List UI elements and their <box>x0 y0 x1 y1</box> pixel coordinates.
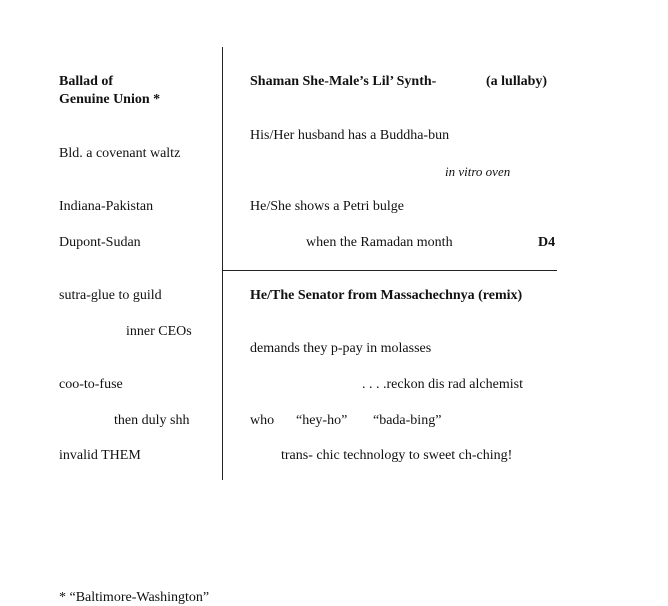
right-top-line: His/Her husband has a Buddha-bun <box>250 128 450 143</box>
right-top-tag: D4 <box>538 235 556 250</box>
left-line: Indiana-Pakistan <box>59 199 154 214</box>
left-line: inner CEOs <box>126 324 192 339</box>
right-bottom-line-who: who <box>250 413 275 428</box>
left-title-line1: Ballad of <box>59 74 114 89</box>
right-top-line: in vitro oven <box>445 164 511 179</box>
left-line: invalid THEM <box>59 448 141 463</box>
horizontal-divider <box>222 270 557 271</box>
left-line: Bld. a covenant waltz <box>59 146 181 161</box>
right-bottom-title: He/The Senator from Massachechnya (remix) <box>250 288 523 303</box>
right-bottom-line-heyho: “hey-ho” <box>296 413 348 428</box>
left-line: sutra-glue to guild <box>59 288 162 303</box>
left-line: then duly shh <box>114 413 190 428</box>
left-title-line2: Genuine Union * <box>59 92 161 107</box>
right-top-line: when the Ramadan month <box>306 235 453 250</box>
right-bottom-line: trans- chic technology to sweet ch-ching! <box>281 448 513 463</box>
left-line: coo-to-fuse <box>59 377 123 392</box>
vertical-divider <box>222 47 223 480</box>
right-bottom-line-badabing: “bada-bing” <box>373 413 442 428</box>
right-bottom-line: . . . .reckon dis rad alchemist <box>362 377 523 392</box>
footnote: * “Baltimore-Washington” <box>59 590 210 605</box>
right-top-subtitle: (a lullaby) <box>486 74 548 89</box>
left-line: Dupont-Sudan <box>59 235 141 250</box>
right-top-title: Shaman She-Male’s Lil’ Synth- <box>250 74 437 89</box>
right-bottom-line: demands they p-pay in molasses <box>250 341 432 356</box>
right-top-line: He/She shows a Petri bulge <box>250 199 404 214</box>
